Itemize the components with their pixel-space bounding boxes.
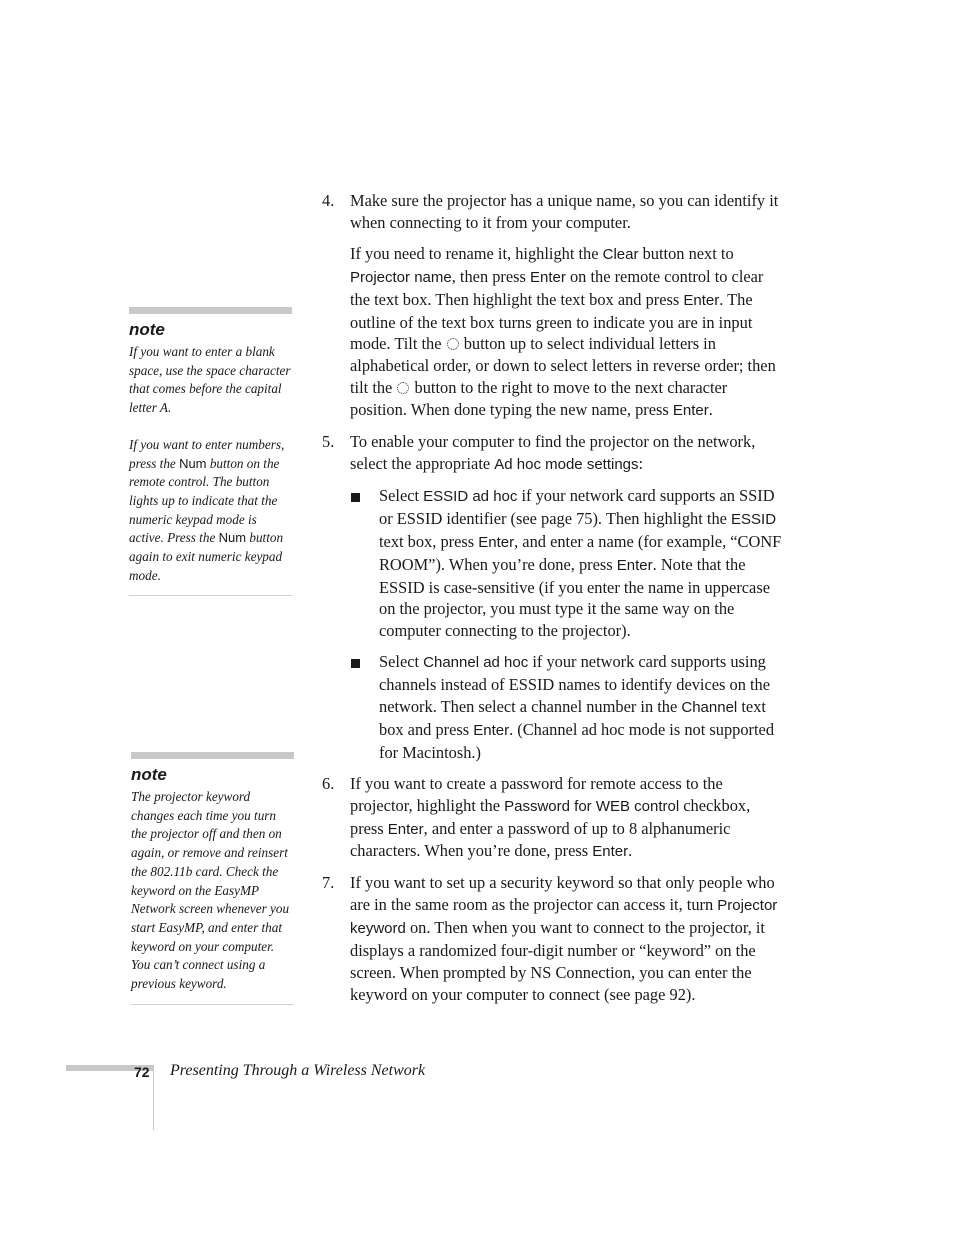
- ui-term: Ad hoc mode settings: [494, 455, 639, 473]
- step-paragraph: Make sure the projector has a unique name, so you can identify it when connecting to it from your computer.: [350, 191, 779, 232]
- note-heading: note: [131, 765, 167, 784]
- body-text: :: [638, 453, 644, 473]
- body-text: if your network card supports using channels instead of ESSID names to identify devices on the network. Then select a channel number in the: [379, 652, 771, 717]
- page-number: 72: [134, 1064, 150, 1080]
- step-number: 6.: [322, 773, 335, 793]
- note-rule: [129, 595, 292, 596]
- pointer-button-icon: [447, 338, 459, 350]
- note-heading: note: [129, 320, 165, 339]
- ui-term: Enter: [616, 556, 653, 574]
- side-note-1: [129, 307, 292, 596]
- pointer-button-icon: [397, 382, 409, 394]
- ui-term: Enter: [387, 820, 424, 838]
- ui-term: Enter: [478, 533, 515, 551]
- note-paragraph: The projector keyword changes each time you turn the projector off and then on again, or remove and reinsert the 802.11b card. Check the keyword on the EasyMP Network screen whenever you start EasyMP, and enter that keyword on your computer. You can’t connect using a previous keyword.: [131, 789, 290, 992]
- step-number: 4.: [322, 191, 335, 210]
- body-text: Select: [379, 652, 424, 672]
- step-paragraph: [350, 431, 784, 476]
- step-5: [322, 431, 784, 764]
- body-text: . Note that the ESSID is case-sensitive (if you enter the name in uppercase on the projector, you must type it the same way on the computer connecting to the projector).: [379, 554, 770, 641]
- note-bar: [131, 752, 294, 759]
- body-text: on the remote control to clear the text box. Then highlight the text box and press: [350, 266, 764, 309]
- square-bullet-icon: [351, 659, 360, 668]
- body-text: button to the right to move to the next character position. When done typing the new name, press: [350, 378, 728, 420]
- note-text: If you want to enter numbers, press the: [129, 436, 285, 471]
- body-text: . The outline of the text box turns green to indicate you are in input mode. Tilt the: [350, 289, 753, 354]
- ui-term: Enter: [683, 291, 720, 309]
- note-text: button again to exit numeric keypad mode.: [129, 530, 284, 583]
- body-text: If you want to set up a security keyword so that only people who are in the same room as the projector can access it, turn: [350, 873, 775, 915]
- body-text: , and enter a password of up to 8 alphanumeric characters. When you’re done, press: [350, 818, 731, 861]
- body-text: checkbox, press: [350, 795, 751, 838]
- step-number: 7.: [322, 873, 335, 893]
- footer-divider: [153, 1065, 154, 1130]
- body-text: .: [628, 841, 633, 861]
- ui-term: Projector keyword: [350, 897, 778, 938]
- ui-term: ESSID: [731, 510, 777, 528]
- body-text: Select: [379, 485, 424, 505]
- body-text: , and enter a name (for example, “CONF ROOM”). When you’re done, press: [379, 531, 782, 574]
- step-paragraph: [350, 773, 784, 864]
- ui-term: Num: [218, 530, 247, 546]
- note-body: [129, 343, 292, 585]
- note-body: [131, 788, 294, 994]
- body-text: text box, press: [379, 531, 479, 551]
- bullet-item: [350, 651, 784, 764]
- bullet-list: [350, 485, 784, 764]
- body-text: button next to: [638, 243, 734, 263]
- step-paragraph: [350, 872, 784, 1005]
- ui-term: Channel: [681, 699, 738, 717]
- note-text: button on the remote control. The button lights up to indicate that the numeric keypad mode is active. Press the: [129, 455, 280, 546]
- note-paragraph: [129, 436, 292, 586]
- square-bullet-icon: [351, 493, 360, 502]
- running-footer-title: Presenting Through a Wireless Network: [170, 1062, 426, 1079]
- side-note-2: [131, 752, 294, 1005]
- step-6: [322, 773, 784, 864]
- body-text: .: [708, 400, 713, 420]
- ui-term: Enter: [592, 843, 629, 861]
- note-paragraph: [129, 343, 292, 418]
- body-text: If you want to create a password for remote access to the projector, highlight the: [350, 773, 723, 815]
- body-text: if your network card supports an SSID or ESSID identifier (see page 75). Then highlight the: [379, 485, 775, 528]
- ui-term: Num: [179, 455, 207, 471]
- note-bar: [129, 307, 292, 314]
- step-7: [322, 872, 784, 1005]
- note-text: If you want to enter a blank space, use the space character that comes before the capital letter A.: [129, 344, 291, 416]
- ui-term: Channel ad hoc: [423, 654, 529, 672]
- ui-term: Projector name: [350, 268, 452, 286]
- step-number: 5.: [322, 432, 335, 452]
- bullet-item: [350, 485, 784, 642]
- note-rule: [131, 1004, 294, 1005]
- ui-term: Enter: [672, 402, 709, 420]
- body-text: To enable your computer to find the projector on the network, select the appropriate: [350, 432, 756, 473]
- step-4: [322, 190, 784, 422]
- body-text: . (Channel ad hoc mode is not supported for Macintosh.): [379, 719, 775, 762]
- ui-term: Enter: [473, 721, 510, 739]
- body-text: text box and press: [379, 697, 766, 739]
- ui-term: Password for WEB control: [504, 797, 680, 815]
- step-paragraph: [350, 243, 784, 422]
- ui-term: Clear: [602, 245, 639, 263]
- body-text: on. Then when you want to connect to the projector, it displays a randomized four-digit number or “keyword” on the screen. When prompted by NS Connection, you can enter the keyword on your computer to connect (see page 92).: [350, 918, 765, 1004]
- main-content: [322, 190, 784, 1015]
- ui-term: Enter: [530, 268, 566, 286]
- body-text: If you need to rename it, highlight the: [350, 243, 603, 263]
- body-text: button up to select individual letters in alphabetical order, or down to select letters in reverse order; then tilt the: [350, 334, 776, 398]
- ui-term: ESSID ad hoc: [423, 487, 518, 505]
- body-text: , then press: [451, 266, 531, 286]
